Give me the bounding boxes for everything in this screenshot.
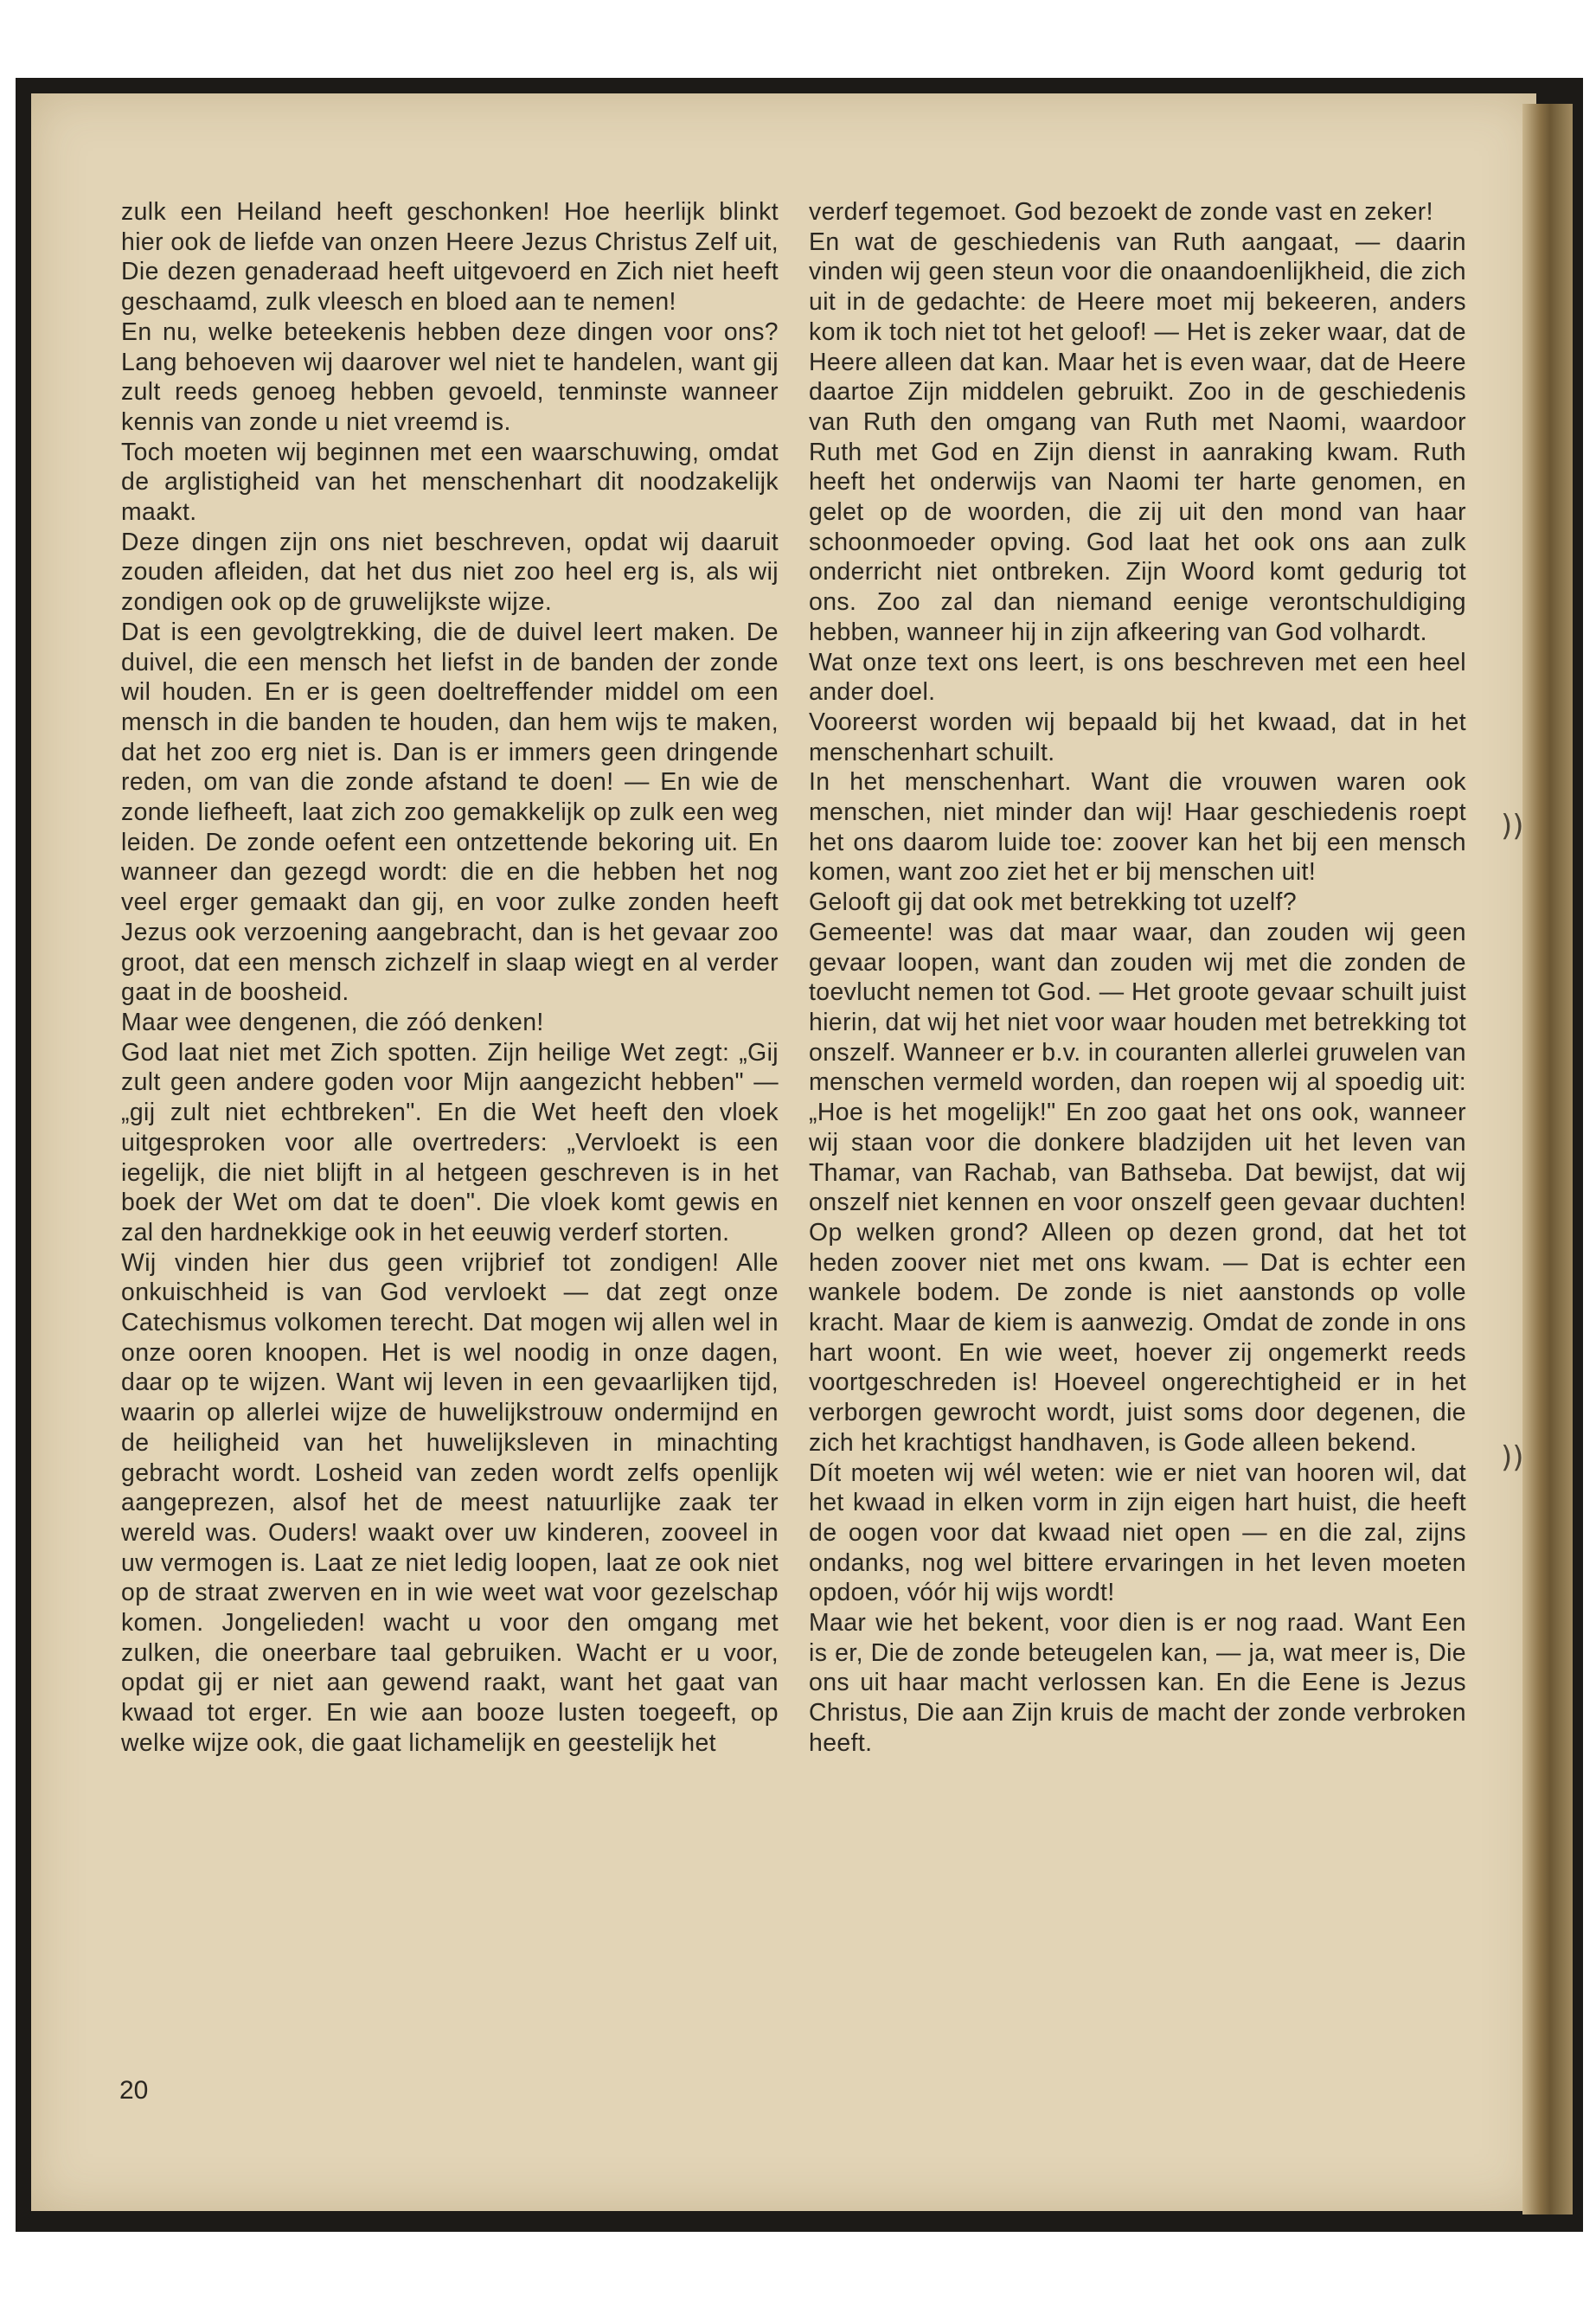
paragraph: En nu, welke beteekenis hebben deze dingen voor ons? Lang behoeven wij daarover wel niet te handelen, want gij zult reeds genoeg hebben gevoeld, tenminste wanneer kennis van zonde u niet vreemd is. — [121, 317, 779, 436]
margin-bracket-mark: )) — [1501, 809, 1524, 843]
paragraph: Vooreerst worden wij bepaald bij het kwaad, dat in het menschenhart schuilt. — [809, 708, 1466, 766]
paragraph: Toch moeten wij beginnen met een waarschuwing, omdat de arglistigheid van het menschenhart dit noodzakelijk maakt. — [121, 438, 779, 527]
paragraph: Wij vinden hier dus geen vrijbrief tot zondigen! Alle onkuischheid is van God vervloekt — dat zegt onze Catechismus volkomen terecht. Dat mogen wij allen wel in onze ooren knoopen. Het is wel noodig in onze dagen, daar op te wijzen. Want wij leven in een gevaarlijken tijd, waarin op allerlei wijze de huwelijkstrouw ondermijnd en de heiligheid van het huwelijksleven in minachting gebracht wordt. Losheid van zeden wordt zelfs openlijk aangeprezen, alsof het de meest natuurlijke zaak ter wereld was. Ouders! waakt over uw kinderen, zooveel in uw vermogen is. Laat ze niet ledig loopen, laat ze ook niet op de straat zwerven en in wie weet wat voor gezelschap komen. Jongelieden! wacht u voor den omgang met zulken, die oneerbare taal gebruiken. Wacht er u voor, opdat gij er niet aan gewend raakt, want het gaat van kwaad tot erger. En wie aan booze lusten toegeeft, op welke wijze ook, die gaat lichamelijk en geestelijk het — [121, 1248, 779, 1757]
paragraph: Dat is een gevolgtrekking, die de duivel leert maken. De duivel, die een mensch het liefst in de banden der zonde wil houden. En er is geen doeltreffender middel om een mensch in die banden te houden, dan hem wijs te maken, dat het zoo erg niet is. Dan is er immers geen dringende reden, om van die zonde afstand te doen! — En wie de zonde liefheeft, laat zich zoo gemakkelijk op zulk een weg leiden. De zonde oefent een ontzettende bekoring uit. En wanneer dan gezegd wordt: die en die hebben het nog veel erger gemaakt dan gij, en voor zulke zonden heeft Jezus ook verzoening aangebracht, dan is het gevaar zoo groot, dat een mensch zichzelf in slaap wiegt en al verder gaat in de boosheid. — [121, 618, 779, 1007]
paragraph: God laat niet met Zich spotten. Zijn heilige Wet zegt: „Gij zult geen andere goden voor Mijn aangezicht hebben" — „gij zult niet echtbreken". En die Wet heeft den vloek uitgesproken voor alle overtreders: „Vervloekt is een iegelijk, die niet blijft in al hetgeen geschreven is in het boek der Wet om dat te doen". Die vloek komt gewis en zal den hardnekkige ook in het eeuwig verderf storten. — [121, 1038, 779, 1247]
paragraph: Gelooft gij dat ook met betrekking tot uzelf? — [809, 888, 1298, 917]
paragraph: Maar wie het bekent, voor dien is er nog raad. Want Een is er, Die de zonde beteugelen kan, — ja, wat meer is, Die ons uit haar macht verlossen kan. En die Eene is Jezus Christus, Die aan Zijn kruis de macht der zonde verbroken heeft. — [809, 1609, 1466, 1757]
paragraph: verderf tegemoet. God bezoekt de zonde vast en zeker! — [809, 198, 1433, 226]
paragraph: En wat de geschiedenis van Ruth aangaat, — daarin vinden wij geen steun voor die onaandoenlijkheid, die zich uit in de gedachte: de Heere moet mij bekeeren, anders kom ik toch niet tot het geloof! — Het is zeker waar, dat de Heere alleen dat kan. Maar het is even waar, dat de Heere daartoe Zijn middelen gebruikt. Zoo in de geschiedenis van Ruth den omgang van Ruth met Naomi, waardoor Ruth met God en Zijn dienst in aanraking kwam. Ruth heeft het onderwijs van Naomi ter harte genomen, en gelet op de woorden, die zij uit den mond van haar schoonmoeder opving. God laat het ook ons aan zulk onderricht niet ontbreken. Zijn Woord komt gedurig tot ons. Zoo zal dan niemand eenige verontschuldiging hebben, wanneer hij in zijn afkeering van God volhardt. — [809, 228, 1466, 646]
margin-bracket-mark: )) — [1501, 1440, 1524, 1475]
paragraph: Wat onze text ons leert, is ons beschreven met een heel ander doel. — [809, 648, 1466, 707]
paragraph: In het menschenhart. Want die vrouwen waren ook menschen, niet minder dan wij! Haar geschiedenis roept het ons daarom luide toe: zoover kan het bij een mensch komen, want zoo ziet het er bij menschen uit! — [809, 768, 1466, 887]
page-number: 20 — [119, 2076, 149, 2105]
left-column — [121, 197, 779, 1759]
right-column — [809, 197, 1466, 1759]
paragraph: Deze dingen zijn ons niet beschreven, opdat wij daaruit zouden afleiden, dat het dus niet zoo heel erg is, als wij zondigen ook op de gruwelijkste wijze. — [121, 528, 779, 617]
paragraph: Maar wee dengenen, die zóó denken! — [121, 1008, 544, 1036]
paragraph: zulk een Heiland heeft geschonken! Hoe heerlijk blinkt hier ook de liefde van onzen Heere Jezus Christus Zelf uit, Die dezen genaderaad heeft uitgevoerd en Zich niet heeft geschaamd, zulk vleesch en bloed aan te nemen! — [121, 198, 779, 317]
paragraph: Dít moeten wij wél weten: wie er niet van hooren wil, dat het kwaad in elken vorm in zijn eigen hart huist, die heeft de oogen voor dat kwaad niet open — en die zal, zijns ondanks, nog wel bittere ervaringen in het leven moeten opdoen, vóór hij wijs wordt! — [809, 1458, 1466, 1607]
paragraph: Gemeente! was dat maar waar, dan zouden wij geen gevaar loopen, want dan zouden wij met die zonden de toevlucht nemen tot God. — Het groote gevaar schuilt juist hierin, dat wij het niet voor waar houden met betrekking tot onszelf. Wanneer er b.v. in couranten allerlei gruwelen van menschen vermeld worden, dan roepen wij al spoedig uit: „Hoe is het mogelijk!" En zoo gaat het ons ook, wanneer wij staan voor die donkere bladzijden uit het leven van Thamar, van Rachab, van Bathseba. Dat bewijst, dat wij onszelf niet kennen en voor onszelf geen gevaar duchten! Op welken grond? Alleen op dezen grond, dat het tot heden zoover niet met ons kwam. — Dat is echter een wankele bodem. De zonde is niet aanstonds op volle kracht. Maar de kiem is aanwezig. Omdat de zonde in ons hart woont. En wie weet, hoever zij ongemerkt reeds voortgeschreden is! Hoeveel ongerechtigheid er in het verborgen gewrocht wordt, juist soms door degenen, die zich het krachtigst handhaven, is Gode alleen bekend. — [809, 918, 1466, 1457]
book-spine-edge — [1522, 104, 1573, 2214]
